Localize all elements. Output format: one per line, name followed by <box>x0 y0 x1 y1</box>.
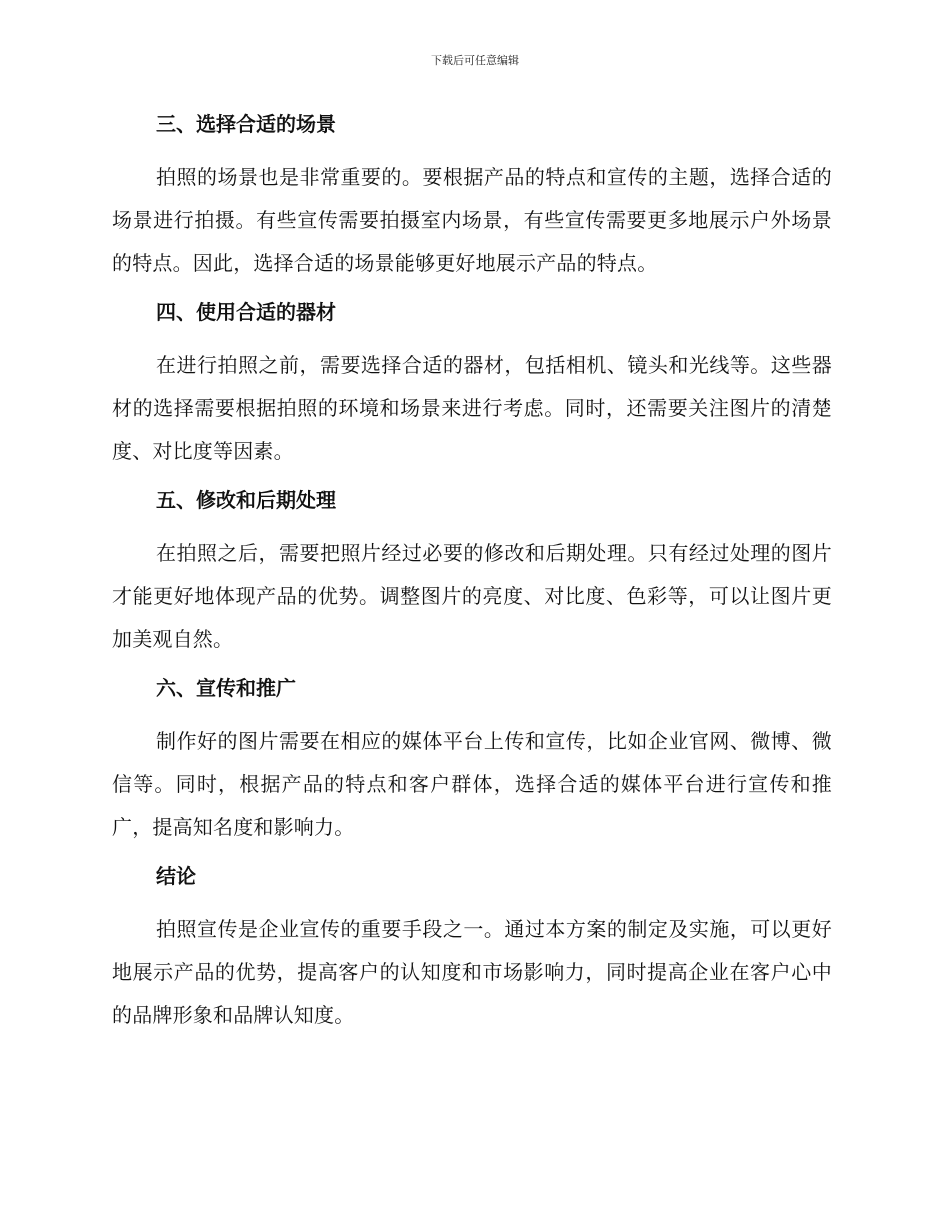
section-paragraph: 在拍照之后，需要把照片经过必要的修改和后期处理。只有经过处理的图片才能更好地体现产品的优势。调整图片的亮度、对比度、色彩等，可以让图片更加美观自然。 <box>112 541 832 651</box>
section-heading: 三、选择合适的场景 <box>156 112 336 136</box>
section-heading: 结论 <box>156 864 196 888</box>
section-heading: 四、使用合适的器材 <box>156 300 336 324</box>
section-heading: 六、宣传和推广 <box>156 676 296 700</box>
section-paragraph: 在进行拍照之前，需要选择合适的器材，包括相机、镜头和光线等。这些器材的选择需要根据拍照的环境和场景来进行考虑。同时，还需要关注图片的清楚度、对比度等因素。 <box>112 353 832 463</box>
page-header: 下载后可任意编辑 <box>431 54 519 67</box>
section-post-processing <box>112 486 832 661</box>
section-paragraph: 拍照宣传是企业宣传的重要手段之一。通过本方案的制定及实施，可以更好地展示产品的优势，提高客户的认知度和市场影响力，同时提高企业在客户心中的品牌形象和品牌认知度。 <box>112 917 832 1027</box>
section-promotion <box>112 674 832 849</box>
document-content <box>112 110 832 1050</box>
section-paragraph: 制作好的图片需要在相应的媒体平台上传和宣传，比如企业官网、微博、微信等。同时，根据产品的特点和客户群体，选择合适的媒体平台进行宣传和推广，提高知名度和影响力。 <box>112 729 832 839</box>
section-paragraph: 拍照的场景也是非常重要的。要根据产品的特点和宣传的主题，选择合适的场景进行拍摄。有些宣传需要拍摄室内场景，有些宣传需要更多地展示户外场景的特点。因此，选择合适的场景能够更好地展示产品的特点。 <box>112 165 832 275</box>
section-scene <box>112 110 832 285</box>
section-heading: 五、修改和后期处理 <box>156 488 336 512</box>
section-conclusion <box>112 862 832 1037</box>
section-equipment <box>112 298 832 473</box>
